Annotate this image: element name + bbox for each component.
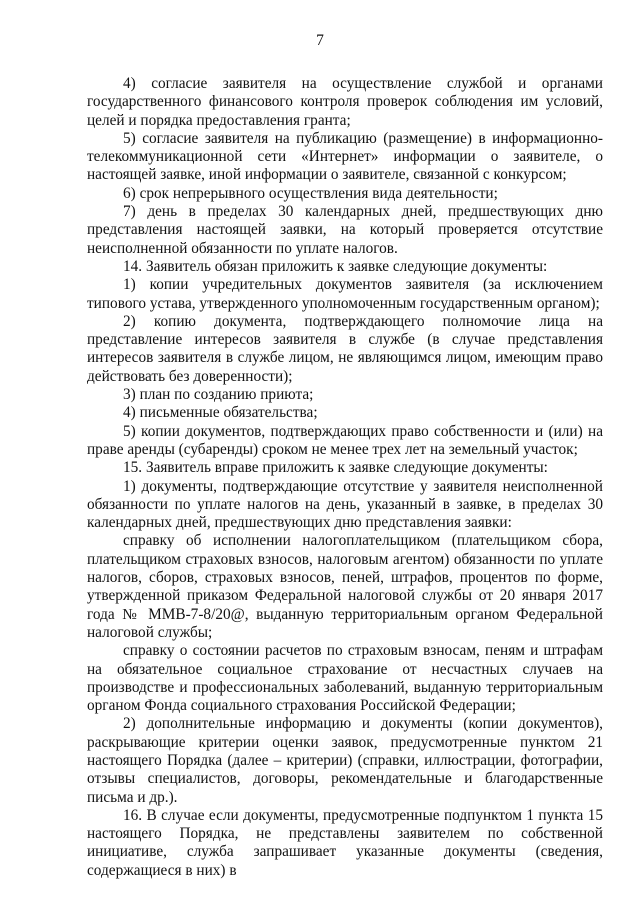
paragraph-14-item-1: 1) копии учредительных документов заявителя (за исключением типового устава, утвержденного уполномоченным государственным органом); bbox=[87, 276, 603, 312]
paragraph-15-insurance-certificate: справку о состоянии расчетов по страховым взносам, пеням и штрафам на обязательное социальное страхование от несчастных случаев на производстве и профессиональных заболеваний, выданную территориальным органом Фонда социального страхования Российской Федерации; bbox=[87, 642, 603, 715]
paragraph-13-item-6: 6) срок непрерывного осуществления вида деятельности; bbox=[123, 184, 498, 202]
paragraph-14-heading: 14. Заявитель обязан приложить к заявке следующие документы: bbox=[123, 257, 548, 275]
paragraph-14-item-2: 2) копию документа, подтверждающего полномочие лица на представление интересов заявителя в службе (в случае представления интересов заявителя в службе лицом, не являющимся лицом, имеющим право действовать без доверенности); bbox=[87, 312, 603, 385]
paragraph-14-item-5: 5) копии документов, подтверждающих право собственности и (или) на праве аренды (субаренды) сроком не менее трех лет на земельный участок; bbox=[87, 422, 603, 458]
paragraph-14-item-3: 3) план по созданию приюта; bbox=[123, 386, 314, 404]
paragraph-15-tax-certificate: справку об исполнении налогоплательщиком (плательщиком сбора, плательщиком страховых взносов, налоговым агентом) обязанности по уплате налогов, сборов, страховых взносов, пеней, штрафов, процентов по форме, утвержденной приказом Федеральной налоговой службы от 20 января 2017 года № ММВ-7-8/20@, выданную территориальным органом Федеральной налоговой службы; bbox=[87, 532, 603, 641]
page-number: 7 bbox=[316, 32, 324, 49]
paragraph-15-heading: 15. Заявитель вправе приложить к заявке следующие документы: bbox=[123, 459, 548, 477]
paragraph-13-item-5: 5) согласие заявителя на публикацию (размещение) в информационно-телекоммуникационной сети «Интернет» информации о заявителе, о настоящей заявке, иной информации о заявителе, связанной с конкурсом; bbox=[87, 129, 603, 184]
paragraph-15-item-2: 2) дополнительные информацию и документы (копии документов), раскрывающие критерии оценки заявок, предусмотренные пунктом 21 настоящего Порядка (далее – критерии) (справки, иллюстрации, фотографии, отзывы специалистов, договоры, рекомендательные и благодарственные письма и др.). bbox=[87, 715, 603, 806]
paragraph-15-item-1: 1) документы, подтверждающие отсутствие у заявителя неисполненной обязанности по уплате налогов на день, указанный в заявке, в пределах 30 календарных дней, предшествующих дню представления заявки: bbox=[87, 477, 603, 532]
paragraph-16: 16. В случае если документы, предусмотренные подпунктом 1 пункта 15 настоящего Порядка, не представлены заявителем по собственной инициативе, служба запрашивает указанные документы (сведения, содержащиеся в них) в bbox=[87, 806, 603, 879]
paragraph-13-item-4: 4) согласие заявителя на осуществление службой и органами государственного финансового контроля проверок соблюдения им условий, целей и порядка предоставления гранта; bbox=[87, 75, 603, 129]
paragraph-13-item-7: 7) день в пределах 30 календарных дней, предшествующих дню представления настоящей заявки, на который проверяется отсутствие неисполненной обязанности по уплате налогов. bbox=[87, 203, 603, 257]
paragraph-14-item-4: 4) письменные обязательства; bbox=[123, 404, 318, 422]
document-body bbox=[87, 75, 603, 880]
